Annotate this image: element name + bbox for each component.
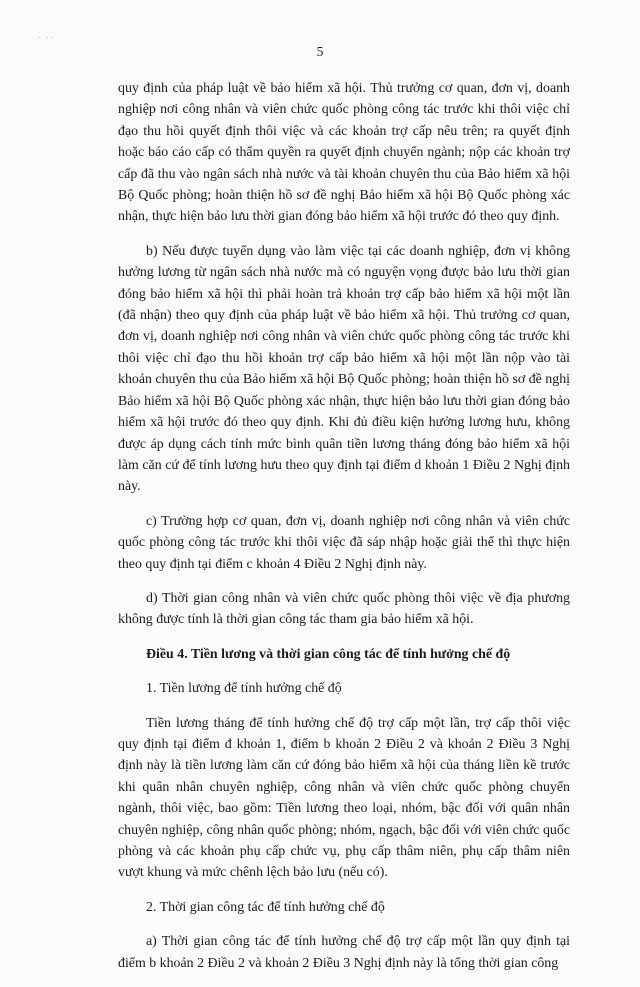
article-4-heading: Điều 4. Tiền lương và thời gian công tác để tính hưởng chế độ — [146, 646, 511, 662]
paragraph-b: b) Nếu được tuyển dụng vào làm việc tại các doanh nghiệp, đơn vị không hưởng lương từ ngân sách nhà nước mà có nguyện vọng được bảo lưu thời gian đóng bảo hiểm xã hội thì phải hoàn trả khoản trợ cấp bảo hiểm xã hội một lần (đã nhận) theo quy định của pháp luật về bảo hiểm xã hội. Thủ trưởng cơ quan, đơn vị, doanh nghiệp nơi công nhân và viên chức quốc phòng công tác trước khi thôi việc chỉ đạo thu hồi khoản trợ cấp bảo hiểm xã hội một lần nộp vào tài khoản chuyên thu của Bảo hiểm xã hội Bộ Quốc phòng; hoàn thiện hồ sơ đề nghị Bảo hiểm xã hội Bộ Quốc phòng xác nhận, thực hiện bảo lưu thời gian đóng bảo hiểm xã hội trước đó theo quy định. Khi đủ điều kiện hưởng lương hưu, không được áp dụng cách tính mức bình quân tiền lương tháng đóng bảo hiểm xã hội làm căn cứ để tính lương hưu theo quy định tại điểm d khoản 1 Điều 2 Nghị định này. — [118, 243, 570, 495]
section-1-body: Tiền lương tháng để tính hưởng chế độ trợ cấp một lần, trợ cấp thôi việc quy định tại điểm đ khoản 1, điểm b khoản 2 Điều 2 và khoản 2 Điều 3 Nghị định này là tiền lương làm căn cứ đóng bảo hiểm xã hội của tháng liền kề trước khi quân nhân chuyên nghiệp, công nhân và viên chức quốc phòng chuyển ngành, thôi việc, bao gồm: Tiền lương theo loại, nhóm, bậc đối với quân nhân chuyên nghiệp, công nhân quốc phòng; nhóm, ngạch, bậc đối với viên chức quốc phòng và các khoản phụ cấp chức vụ, phụ cấp thâm niên, phụ cấp thâm niên vượt khung và mức chênh lệch bảo lưu (nếu có). — [118, 715, 570, 881]
page-number: 5 — [316, 44, 324, 59]
document-body — [118, 78, 570, 987]
scan-specks: · ·· — [38, 34, 55, 42]
paragraph-c: c) Trường hợp cơ quan, đơn vị, doanh nghiệp nơi công nhân và viên chức quốc phòng công tác trước khi thôi việc đã sáp nhập hoặc giải thể thì thực hiện theo quy định tại điểm c khoản 4 Điều 2 Nghị định này. — [118, 513, 570, 572]
section-2-body: a) Thời gian công tác để tính hưởng chế độ trợ cấp một lần quy định tại điểm b khoản 2 Điều 2 và khoản 2 Điều 3 Nghị định này là tổng thời gian công — [118, 934, 570, 971]
section-2-title: 2. Thời gian công tác để tính hưởng chế độ — [146, 899, 385, 915]
paragraph-continuation: quy định của pháp luật về bảo hiểm xã hội. Thủ trưởng cơ quan, đơn vị, doanh nghiệp nơi công nhân và viên chức quốc phòng công tác trước khi thôi việc chỉ đạo thu hồi quyết định thôi việc và các khoản trợ cấp nêu trên; ra quyết định hoặc báo cáo cấp có thẩm quyền ra quyết định chuyển ngành; nộp các khoản trợ cấp đã thu vào ngân sách nhà nước và tài khoản chuyên thu của Bảo hiểm xã hội Bộ Quốc phòng; hoàn thiện hồ sơ đề nghị Bảo hiểm xã hội Bộ Quốc phòng xác nhận, thực hiện bảo lưu thời gian đóng bảo hiểm xã hội trước đó theo quy định. — [118, 81, 570, 225]
paragraph-d: d) Thời gian công nhân và viên chức quốc phòng thôi việc về địa phương không được tính là thời gian công tác tham gia bảo hiểm xã hội. — [118, 590, 570, 628]
section-1-title: 1. Tiền lương để tính hưởng chế độ — [146, 681, 342, 697]
